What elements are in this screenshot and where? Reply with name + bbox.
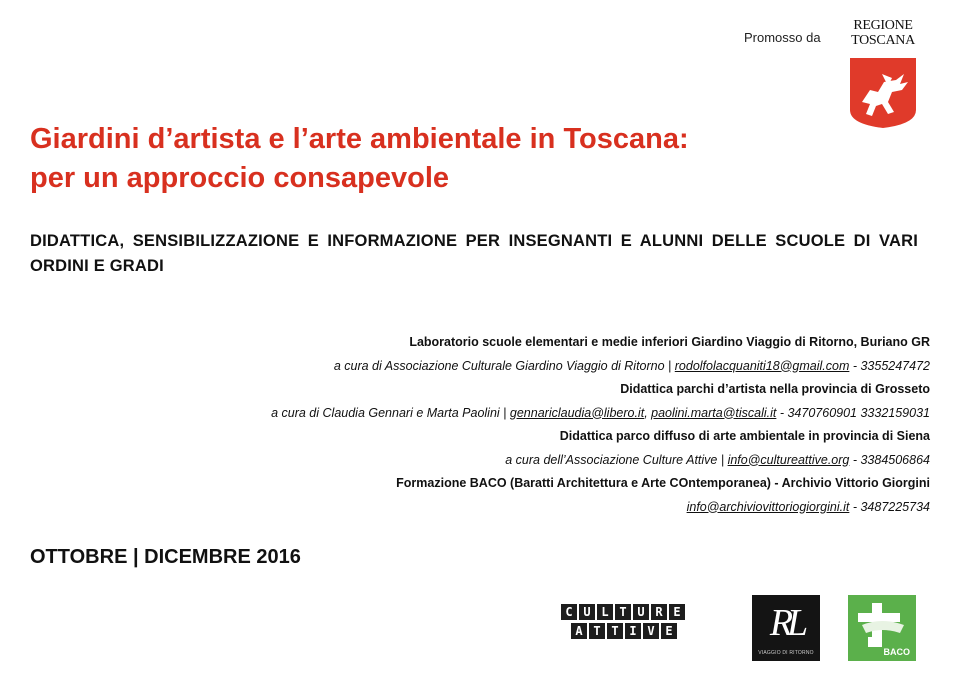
viaggio-di-ritorno-logo — [752, 595, 820, 661]
credit-curator: a cura dell’Associazione Culture Attive | — [505, 452, 728, 467]
title-line1: Giardini d’artista e l’arte ambientale in Toscana: — [30, 123, 689, 155]
promoted-by-label: Promosso da — [744, 30, 821, 45]
credit-detail — [230, 402, 930, 426]
logo-letter: T — [589, 623, 605, 639]
rl-caption: VIAGGIO DI RITORNO — [758, 650, 814, 656]
page-title — [30, 120, 689, 198]
separator: , — [644, 405, 652, 420]
attive-row — [561, 623, 685, 639]
credit-phone: - 3384506864 — [849, 452, 930, 467]
credit-detail — [230, 355, 930, 379]
event-dates: OTTOBRE | DICEMBRE 2016 — [30, 546, 301, 568]
logo-letter: I — [625, 623, 641, 639]
logo-letter: V — [643, 623, 659, 639]
credit-heading: Laboratorio scuole elementari e medie inferiori Giardino Viaggio di Ritorno, Buriano GR — [409, 335, 930, 349]
logo-letter: U — [579, 604, 595, 620]
credit-phone: - 3487225734 — [849, 499, 930, 514]
email-link[interactable]: rodolfolacquaniti18@gmail.com — [674, 358, 850, 373]
title-line2: per un approccio consapevole — [30, 162, 449, 194]
pegasus-crest-icon — [848, 56, 918, 130]
email-link[interactable]: info@archiviovittoriogiorgini.it — [686, 499, 850, 514]
email-link[interactable]: gennariclaudia@libero.it — [509, 405, 645, 420]
email-link[interactable]: info@cultureattive.org — [727, 452, 850, 467]
credit-heading: Didattica parchi d’artista nella provincia di Grosseto — [620, 382, 930, 396]
logo-letter: A — [571, 623, 587, 639]
logo-letter: R — [651, 604, 667, 620]
baco-logo — [848, 595, 916, 661]
credits-block — [230, 331, 930, 519]
logo-letter: E — [661, 623, 677, 639]
credit-detail — [230, 496, 930, 520]
logo-letter: U — [633, 604, 649, 620]
credit-phone: - 3470760901 3332159031 — [776, 405, 930, 420]
rl-monogram: RL — [769, 602, 803, 644]
culture-attive-logo — [561, 604, 685, 642]
credit-curator: a cura di Associazione Culturale Giardino Viaggio di Ritorno | — [333, 358, 675, 373]
logo-letter: L — [597, 604, 613, 620]
email-link[interactable]: paolini.marta@tiscali.it — [651, 405, 777, 420]
regione-line1: REGIONE — [853, 18, 913, 33]
credit-curator: a cura di Claudia Gennari e Marta Paolini | — [271, 405, 510, 420]
logo-letter: T — [615, 604, 631, 620]
credit-heading: Formazione BACO (Baratti Architettura e Arte COntemporanea) - Archivio Vittorio Giorgini — [396, 476, 930, 490]
logo-letter: E — [669, 604, 685, 620]
baco-label: BACO — [883, 647, 910, 657]
culture-row — [561, 604, 685, 620]
credit-phone: - 3355247472 — [849, 358, 930, 373]
subtitle: DIDATTICA, SENSIBILIZZAZIONE E INFORMAZIONE PER INSEGNANTI E ALUNNI DELLE SCUOLE DI VARI ORDINI E GRADI — [30, 232, 918, 275]
logo-letter: C — [561, 604, 577, 620]
credit-heading: Didattica parco diffuso di arte ambientale in provincia di Siena — [559, 429, 930, 443]
credit-detail — [230, 449, 930, 473]
logo-letter: T — [607, 623, 623, 639]
regione-line2: TOSCANA — [851, 33, 915, 48]
regione-toscana-logo — [848, 18, 918, 48]
